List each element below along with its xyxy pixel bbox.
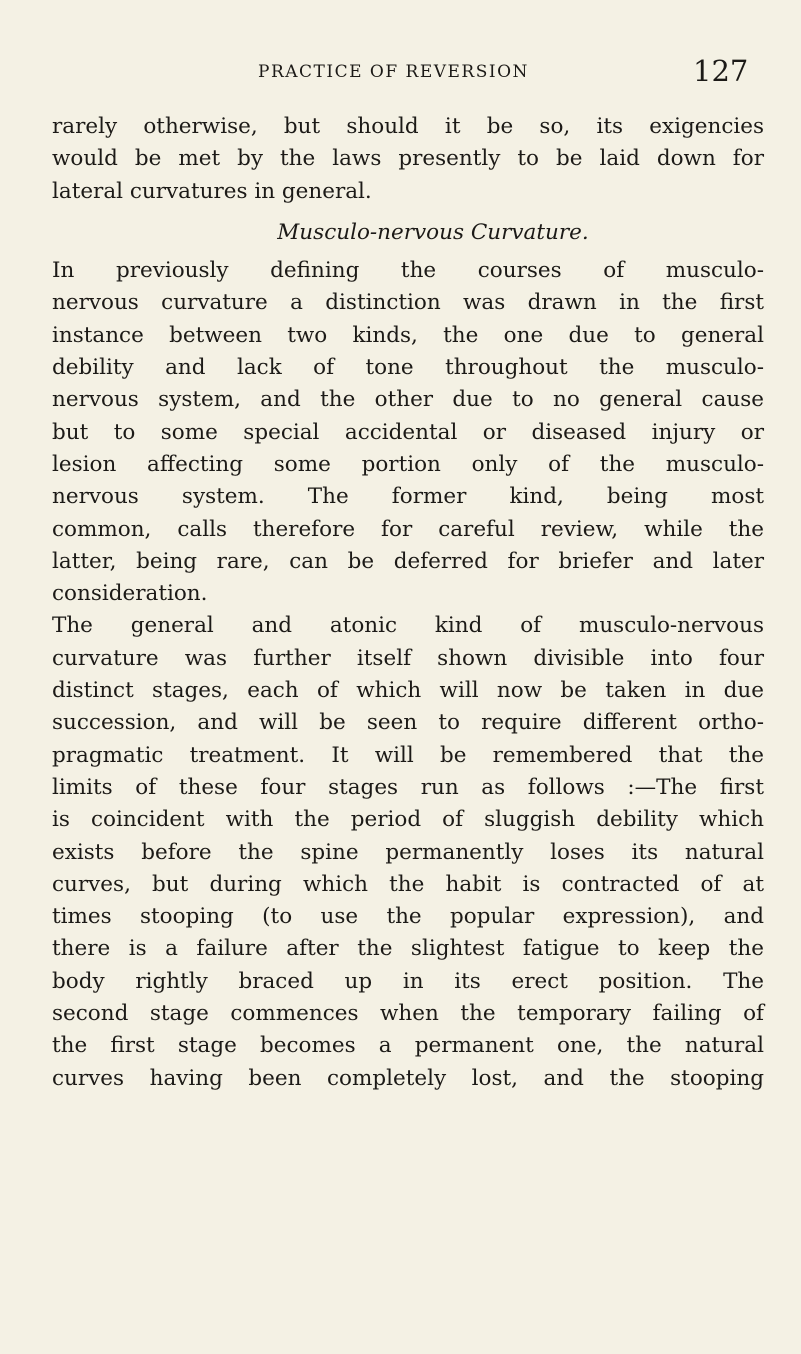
text-line: instance between two kinds, the one due to general [52,322,764,348]
text-line: nervous system. The former kind, being most [52,484,764,510]
text-line: is coincident with the period of sluggish debility which [52,807,764,833]
text-line: latter, being rare, can be deferred for briefer and later [52,548,764,574]
text-line: would be met by the laws presently to be laid down for [52,146,764,172]
text-line: curves having been completely lost, and the stooping [52,1065,764,1091]
text-line: rarely otherwise, but should it be so, its exigencies [52,114,764,139]
text-line: The general and atonic kind of musculo-nervous [52,613,764,639]
text-line: In previously defining the courses of musculo- [52,258,764,284]
text-line: but to some special accidental or diseased injury or [52,419,764,445]
body-text [52,111,764,1095]
text-line: debility and lack of tone throughout the musculo- [52,355,764,381]
text-line: lesion affecting some portion only of the musculo- [52,451,764,477]
page-number: 127 [693,54,749,88]
text-line: exists before the spine permanently loses its natural [52,839,764,865]
text-line: nervous curvature a distinction was drawn in the first [52,290,764,316]
text-line: distinct stages, each of which will now be taken in due [52,678,764,704]
text-line: curvature was further itself shown divisible into four [52,645,764,671]
text-line: curves, but during which the habit is contracted of at [52,871,764,897]
text-line: the first stage becomes a permanent one, the natural [52,1033,764,1059]
text-line: pragmatic treatment. It will be remembered that the [52,742,764,768]
text-line: consideration. [52,581,208,607]
text-line: nervous system, and the other due to no general cause [52,387,764,413]
text-line: limits of these four stages run as follows :—The first [52,774,764,800]
text-line: common, calls therefore for careful review, while the [52,516,764,542]
section-heading: Musculo-nervous Curvature. [277,219,589,245]
text-line: lateral curvatures in general. [52,178,372,204]
running-title: PRACTICE OF REVERSION [258,62,529,82]
text-line: second stage commences when the temporary failing of [52,1001,764,1027]
text-line: there is a failure after the slightest fatigue to keep the [52,936,764,962]
running-head [0,54,801,90]
text-line: times stooping (to use the popular expression), and [52,904,764,930]
text-line: body rightly braced up in its erect position. The [52,968,764,994]
text-line: succession, and will be seen to require different ortho- [52,710,764,736]
